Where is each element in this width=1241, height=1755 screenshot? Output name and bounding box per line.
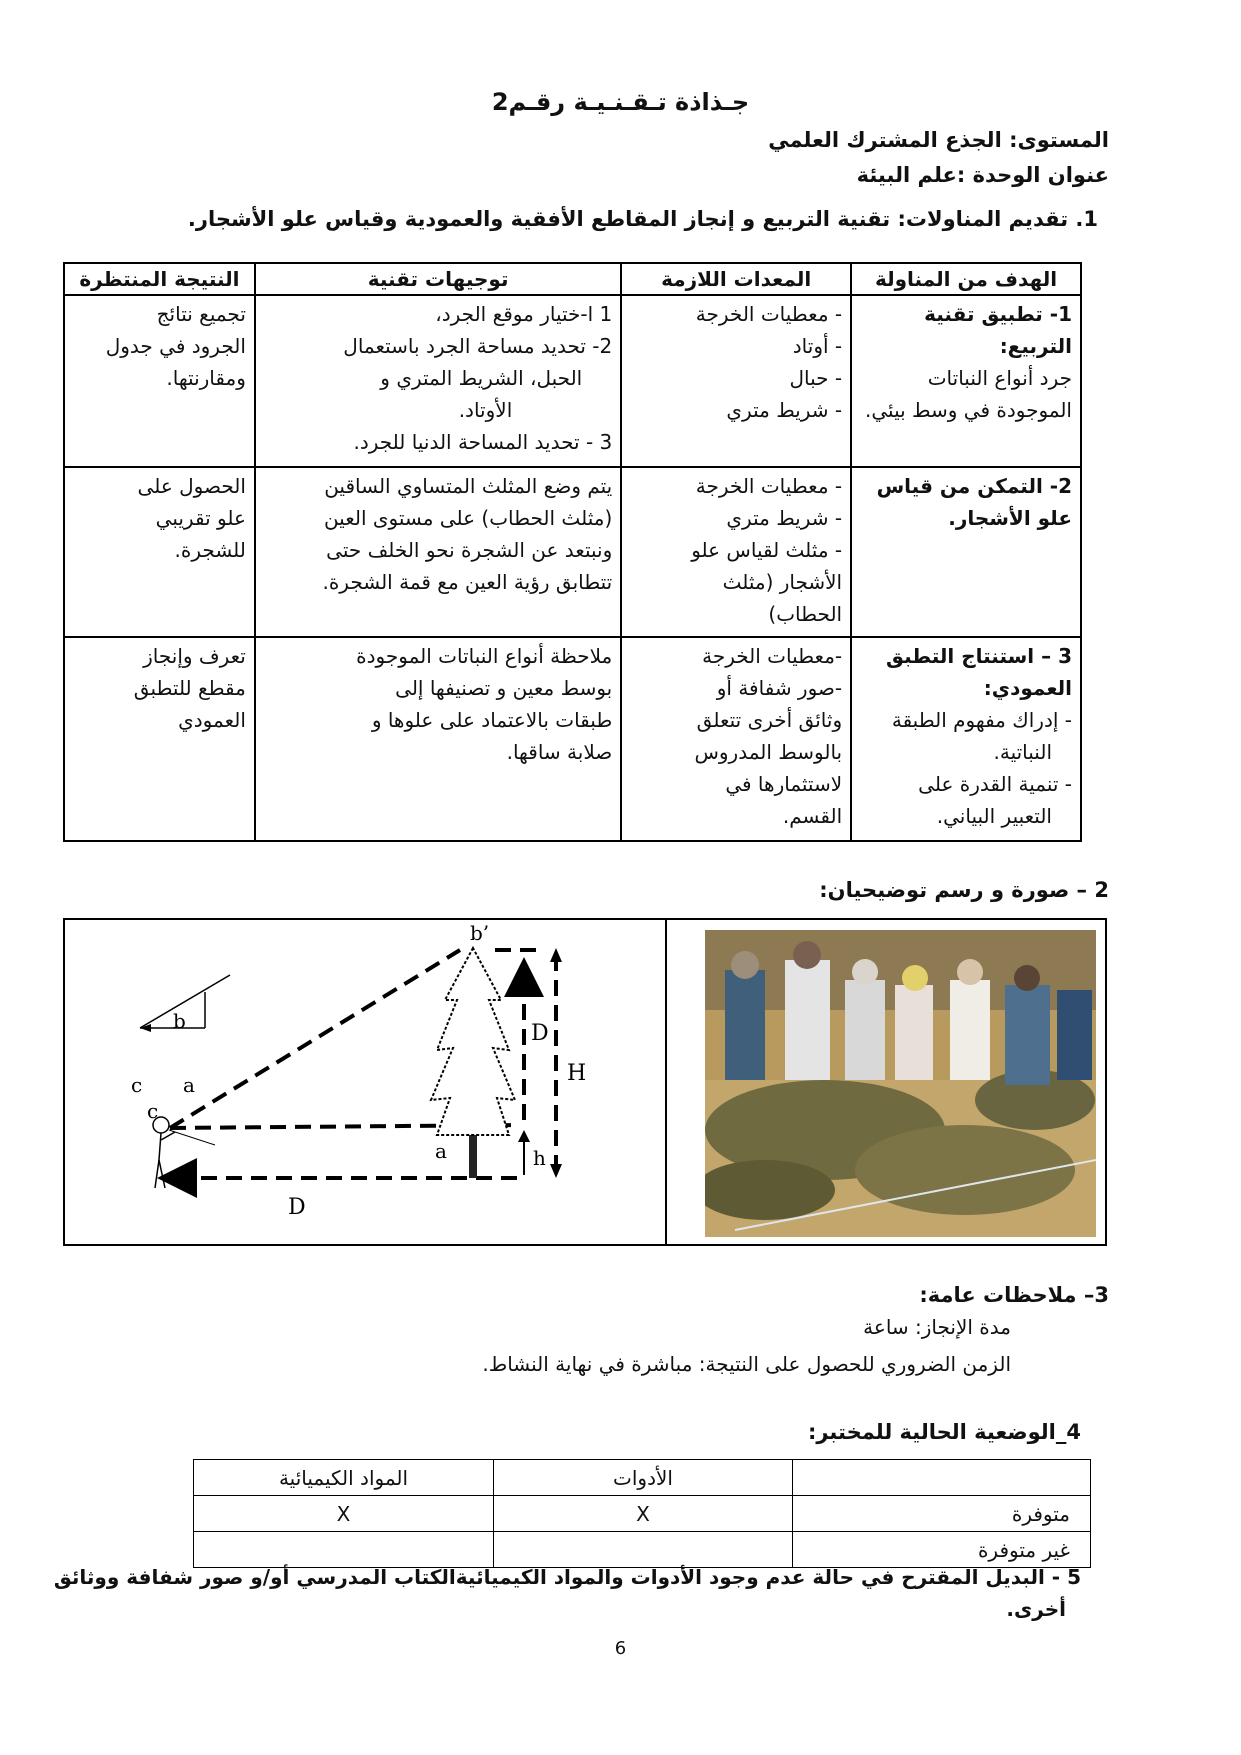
- result-line: علو تقريبي: [155, 506, 246, 530]
- result-cell: [64, 637, 255, 841]
- label-b: b: [173, 1009, 186, 1033]
- label-a-tree: a: [435, 1139, 447, 1163]
- row-label: متوفرة: [793, 1496, 1091, 1532]
- goal-title: 1- تطبيق تقنية التربيع:: [924, 302, 1072, 358]
- header-chemicals: المواد الكيميائية: [194, 1460, 494, 1496]
- guidance-line: 1 ا-ختيار موقع الجرد،: [435, 302, 613, 326]
- row-label: غير متوفرة: [793, 1532, 1091, 1568]
- goal-cell: [851, 295, 1081, 467]
- guidance-line: ونبتعد عن الشجرة نحو الخلف حتى: [326, 538, 613, 562]
- result-line: الجرود في جدول: [105, 334, 246, 358]
- guidance-line: الأوتاد.: [458, 398, 513, 422]
- guidance-cell: [255, 637, 621, 841]
- header-tools: الأدوات: [494, 1460, 793, 1496]
- equipment-item: - مثلث لقياس علو: [691, 538, 843, 562]
- equipment-item: - أوتاد: [792, 334, 843, 358]
- lab-status-table: [193, 1459, 1091, 1568]
- guidance-line: 2- تحديد مساحة الجرد باستعمال: [343, 334, 613, 358]
- equipment-item: - معطيات الخرجة: [695, 474, 843, 498]
- section2-heading: 2 – صورة و رسم توضيحيان:: [819, 878, 1109, 902]
- time-line: الزمن الضروري للحصول على النتيجة: مباشرة في نهاية النشاط.: [482, 1352, 1011, 1376]
- header-result: النتيجة المنتظرة: [64, 263, 255, 295]
- section5-line2: أخرى.: [1006, 1597, 1066, 1621]
- header-goal: الهدف من المناولة: [851, 263, 1081, 295]
- label-b-prime: b’: [470, 921, 490, 945]
- label-h-lower: h: [533, 1146, 546, 1170]
- guidance-line: تتطابق رؤية العين مع قمة الشجرة.: [322, 570, 613, 594]
- section1-heading: 1. تقديم المناولات: تقنية التربيع و إنجاز المقاطع الأفقية والعمودية وقياس علو الأشجار.: [187, 207, 1098, 231]
- manipulation-table: [63, 262, 1082, 842]
- goal-title: 2- التمكن من قياس علو الأشجار.: [876, 474, 1072, 530]
- guidance-line: طبقات بالاعتماد على علوها و: [371, 708, 613, 732]
- unit-line: عنوان الوحدة :علم البيئة: [856, 163, 1109, 187]
- equipment-item: وثائق أخرى تتعلق: [696, 708, 843, 732]
- tools-cell: X: [494, 1496, 793, 1532]
- duration-line: مدة الإنجاز: ساعة: [863, 1315, 1011, 1339]
- equipment-item: - شريط متري: [726, 506, 843, 530]
- label-h-upper: H: [567, 1061, 587, 1086]
- equipment-item: الحطاب): [768, 602, 843, 626]
- chemicals-cell: X: [194, 1496, 494, 1532]
- figure-box: [63, 918, 1107, 1246]
- section4-heading: 4_الوضعية الحالية للمختبر:: [807, 1420, 1081, 1444]
- equipment-item: - شريط متري: [726, 398, 843, 422]
- result-line: ومقارنتها.: [166, 366, 246, 390]
- goal-cell: [851, 467, 1081, 637]
- equipment-item: -صور شفافة أو: [716, 676, 843, 700]
- tools-cell: [494, 1532, 793, 1568]
- goal-cell: [851, 637, 1081, 841]
- table-header-row: [194, 1460, 1091, 1496]
- level-line: المستوى: الجذع المشترك العلمي: [768, 128, 1109, 152]
- equipment-item: القسم.: [782, 804, 843, 828]
- label-c-triangle: c: [131, 1073, 143, 1097]
- result-line: تجميع نتائج: [156, 302, 246, 326]
- goal-title: 3 – استنتاج التطبق العمودي:: [886, 644, 1072, 700]
- figure-divider: [665, 920, 667, 1244]
- table-row: [64, 637, 1081, 841]
- equipment-cell: [621, 467, 851, 637]
- goal-line: الموجودة في وسط بيئي.: [865, 398, 1072, 422]
- goal-line: - إدراك مفهوم الطبقة: [891, 708, 1072, 732]
- section3-heading: 3– ملاحظات عامة:: [919, 1283, 1109, 1307]
- label-d-horizontal: D: [288, 1195, 306, 1220]
- result-cell: [64, 467, 255, 637]
- goal-line: التعبير البياني.: [936, 804, 1052, 828]
- equipment-cell: [621, 295, 851, 467]
- page-title: جـذاذة تـقـنـيـة رقـم2: [491, 88, 750, 116]
- guidance-line: يتم وضع المثلث المتساوي الساقين: [324, 474, 613, 498]
- equipment-item: - حبال: [789, 366, 843, 390]
- section5-line1: 5 - البديل المقترح في حالة عدم وجود الأدوات والمواد الكيميائيةالكتاب المدرسي أو/و صور شفافة ووثائق: [53, 1565, 1081, 1589]
- height-arrowhead-bottom: [550, 1164, 562, 1178]
- result-line: تعرف وإنجاز: [143, 644, 246, 668]
- equipment-item: -معطيات الخرجة: [702, 644, 843, 668]
- equipment-item: بالوسط المدروس: [694, 740, 843, 764]
- label-d-vertical: D: [531, 1021, 549, 1046]
- header-equipment: المعدات اللازمة: [621, 263, 851, 295]
- table-row: [64, 295, 1081, 467]
- guidance-cell: [255, 295, 621, 467]
- chemicals-cell: [194, 1532, 494, 1568]
- field-photo: [705, 930, 1096, 1237]
- guidance-cell: [255, 467, 621, 637]
- guidance-line: الحبل، الشريط المتري و: [380, 366, 583, 390]
- guidance-line: ملاحظة أنواع النباتات الموجودة: [356, 644, 613, 668]
- guidance-line: 3 - تحديد المساحة الدنيا للجرد.: [353, 430, 613, 454]
- result-line: مقطع للتطبق: [133, 676, 246, 700]
- label-a-triangle: a: [183, 1073, 195, 1097]
- header-guidance: توجيهات تقنية: [255, 263, 621, 295]
- tree-height-diagram: [65, 920, 665, 1244]
- height-arrowhead-top: [550, 948, 562, 962]
- guidance-line: صلابة ساقها.: [506, 740, 613, 764]
- goal-line: النباتية.: [993, 740, 1052, 764]
- guidance-line: بوسط معين و تصنيفها إلى: [395, 676, 613, 700]
- header-empty: [793, 1460, 1091, 1496]
- goal-line: جرد أنواع النباتات: [927, 366, 1072, 390]
- result-line: للشجرة.: [174, 538, 246, 562]
- result-line: الحصول على: [137, 474, 246, 498]
- sight-line-top: [170, 950, 460, 1128]
- table-header-row: [64, 263, 1081, 295]
- table-row: [194, 1532, 1091, 1568]
- equipment-cell: [621, 637, 851, 841]
- goal-line: - تنمية القدرة على: [918, 772, 1072, 796]
- equipment-item: لاستثمارها في: [725, 772, 843, 796]
- result-line: العمودي: [178, 708, 246, 732]
- result-cell: [64, 295, 255, 467]
- equipment-item: - معطيات الخرجة: [695, 302, 843, 326]
- table-row: [64, 467, 1081, 637]
- h-arrowhead: [518, 1130, 530, 1142]
- page-number: 6: [614, 1638, 627, 1659]
- table-row: [194, 1496, 1091, 1532]
- equipment-item: الأشجار (مثلث: [722, 570, 843, 594]
- guidance-line: (مثلث الحطاب) على مستوى العين: [323, 506, 613, 530]
- label-c-observer: c: [147, 1099, 159, 1123]
